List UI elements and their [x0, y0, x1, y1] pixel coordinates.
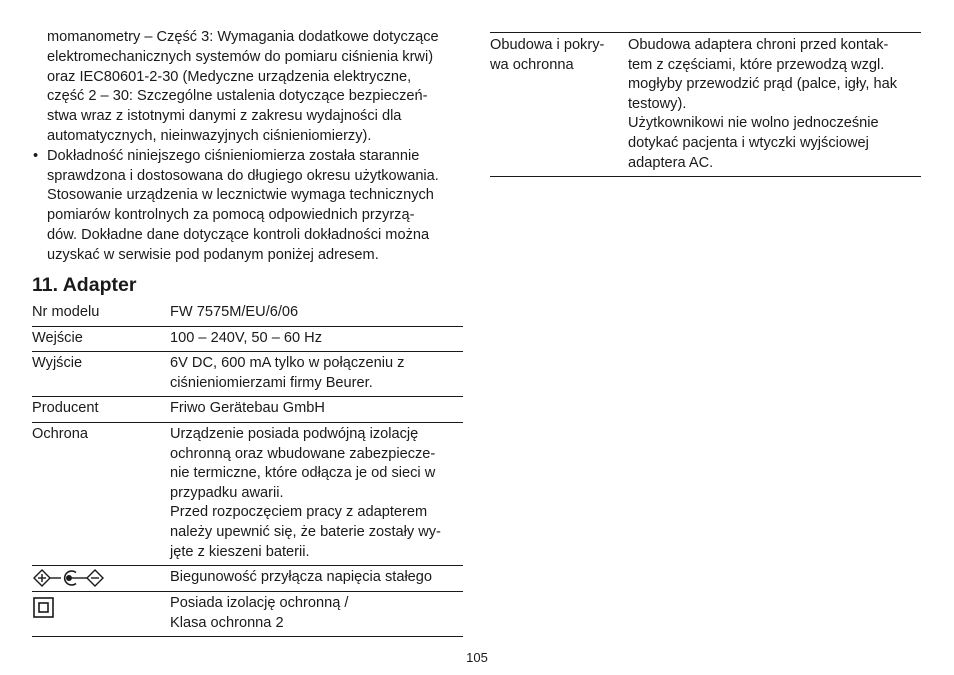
right-column [490, 32, 921, 177]
row-value: Friwo Gerätebau GmbH [170, 400, 325, 417]
housing-table [490, 32, 921, 177]
row-key: Nr modelu [32, 304, 100, 320]
adapter-spec-table [32, 301, 463, 637]
row-key: Ochrona [32, 425, 88, 442]
table-row [32, 397, 463, 423]
table-row [32, 592, 463, 637]
bullet-icon: • [33, 147, 39, 164]
row-key-icon [32, 592, 170, 637]
table-row [32, 301, 463, 326]
table-row [32, 422, 463, 565]
row-key: Obudowa i pokry- wa ochronna [490, 37, 605, 73]
page-number: 105 [466, 650, 488, 665]
left-column [32, 28, 464, 266]
row-value: Posiada izolację ochronną / Klasa ochronna 2 [170, 595, 349, 631]
polarity-symbol-icon [32, 568, 106, 588]
row-value: Urządzenie posiada podwójną izolację ochronną oraz wbudowane zabezpiecze- nie termiczne, które odłącza je od sieci w przypadku awarii. Przed rozpoczęciem pracy z adapterem należy upewnić się, że baterie zostały wy- jęte z kieszeni baterii. [170, 425, 441, 560]
row-key: Wejście [32, 329, 83, 346]
paragraph-accuracy: Dokładność niniejszego ciśnieniomierza została starannie sprawdzona i dostosowana do długiego okresu użytkowania. Stosowanie urządzenia w lecznictwie wymaga technicznych pomiarów kontrolnych za pomocą odpowiednich przyrzą- dów. Dokładne dane dotyczące kontroli dokładności można uzyskać w serwisie pod podanym poniżej adresem. [47, 147, 439, 263]
bullet-accuracy [32, 147, 464, 266]
row-key: Producent [32, 400, 99, 417]
row-value: Obudowa adaptera chroni przed kontak- tem z częściami, które przewodzą wzgl. mogłyby przewodzić prąd (palce, igły, hak testowy). Użytkownikowi nie wolno jednocześnie dotykać pacjenta i wtyczki wyjściowej adaptera AC. [628, 37, 898, 171]
paragraph-standards: momanometry – Część 3: Wymagania dodatkowe dotyczące elektromechanicznych systemów do pomiaru ciśnienia krwi) oraz IEC80601-2-30 (Medyczne urządzenia elektryczne, część 2 – 30: Szczególne ustalenia dotyczące bezpieczeń- stwa wraz z istotnymi danymi z zakresu wydajności dla automatycznych, nieinwazyjnych ciśnieniomierzy). [47, 29, 439, 144]
row-value: FW 7575M/EU/6/06 [170, 304, 299, 320]
row-key-icon [32, 566, 170, 592]
row-value: Biegunowość przyłącza napięcia stałego [170, 569, 433, 586]
section-title: 11. Adapter [32, 274, 137, 296]
row-value: 6V DC, 600 mA tylko w połączeniu z ciśnieniomierzami firmy Beurer. [170, 355, 405, 391]
table-row [32, 566, 463, 592]
double-insulation-icon [32, 594, 56, 620]
row-value: 100 – 240V, 50 – 60 Hz [170, 329, 323, 346]
table-row [32, 326, 463, 352]
row-key: Wyjście [32, 355, 83, 372]
table-row [490, 33, 921, 177]
table-row [32, 352, 463, 397]
